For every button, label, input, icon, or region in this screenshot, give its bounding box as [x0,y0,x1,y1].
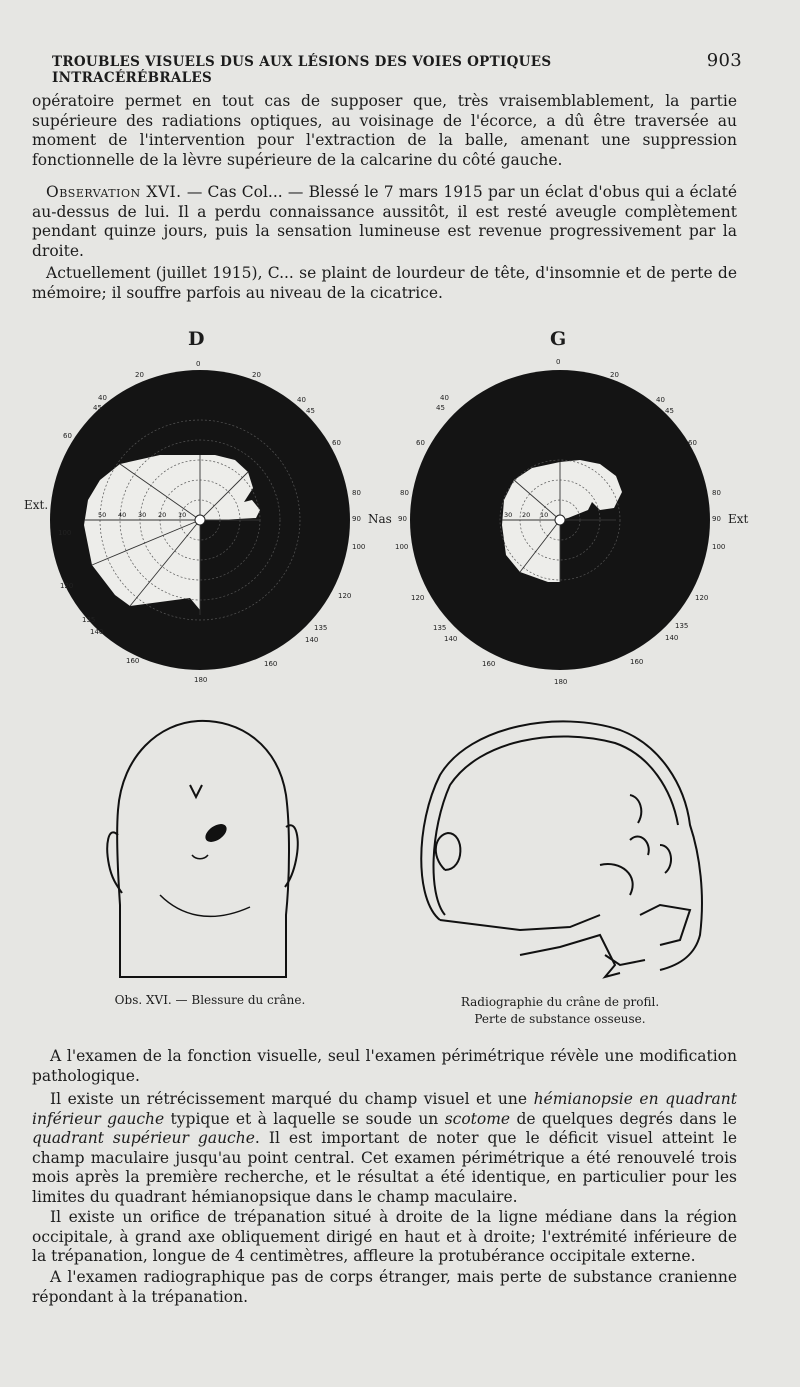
running-header [52,50,742,86]
svg-text:120: 120 [411,594,425,602]
svg-text:120: 120 [695,594,709,602]
caption-right-line-1: Radiographie du crâne de profil. [460,995,660,1009]
svg-text:90: 90 [352,515,361,523]
svg-text:40: 40 [656,396,665,404]
svg-text:80: 80 [400,489,409,497]
svg-text:140: 140 [444,635,458,643]
svg-text:100: 100 [352,543,366,551]
page-number: 903 [706,50,742,71]
field-g-inner-labels [504,511,548,519]
svg-text:160: 160 [630,658,644,666]
svg-text:40: 40 [118,511,127,519]
svg-text:120: 120 [60,582,74,590]
label-ext-left: Ext. [24,498,49,512]
emphasis-quadrant: quadrant supérieur gauche [32,1129,255,1147]
svg-text:60: 60 [416,439,425,447]
svg-text:160: 160 [482,660,496,668]
svg-text:135: 135 [82,616,96,624]
paragraph-7: A l'examen radiographique pas de corps étranger, mais perte de substance cranienne répondant à la trépanation. [32,1268,737,1306]
visual-field-g [410,370,710,670]
paragraph-5: Il existe un rétrécissement marqué du champ visuel et une hémianopsie en quadrant inférieur gauche typique et à laquelle se soude un scotome de quelques degrés dans le quadrant supérieur gauche. Il est important de noter que le déficit visuel atteint le champ maculaire jusqu'au point central. Cet examen périmétrique a été renouvelé trois mois après la première recherche, et le résultat a été identique, en particulier pour les limites du quadrant hémianopsique dans le champ maculaire. [32,1090,738,1206]
observation-text: — Cas Col... — Blessé le 7 mars 1915 par un éclat d'obus qui a éclaté au-dessus de lui. Il a perdu connaissance aussitôt, il est resté aveugle complètement pendant quinze jours, puis la sensation lumineuse est revenue progressivement par la droite. [32,183,737,260]
svg-text:60: 60 [332,439,341,447]
svg-text:100: 100 [58,529,72,537]
emphasis-scotome: scotome [444,1109,511,1128]
svg-text:120: 120 [338,592,352,600]
wound-mark [202,820,230,845]
label-nas: Nas [368,512,392,526]
svg-text:60: 60 [688,439,697,447]
svg-text:40: 40 [440,394,449,402]
svg-text:180: 180 [194,676,208,684]
paragraph-1: opératoire permet en tout cas de supposer que, très vraisemblablement, la partie supérieure des radiations optiques, au voisinage de l'écorce, a dû être traversée au moment de l'intervention pour l'extraction de la balle, amenant une suppression fonctionnelle de la lèvre supérieure de la calcarine du côté gauche. [32,92,737,169]
field-label-d: D [188,328,205,350]
caption-left: Obs. XVI. — Blessure du crâne. [114,993,306,1007]
svg-text:140: 140 [665,634,679,642]
svg-text:30: 30 [138,511,147,519]
svg-text:60: 60 [63,432,72,440]
svg-text:135: 135 [314,624,328,632]
svg-text:135: 135 [675,622,689,630]
svg-text:45: 45 [436,404,445,412]
paragraph-3: Actuellement (juillet 1915), C... se plaint de lourdeur de tête, d'insomnie et de perte de mémoire; il souffre parfois au niveau de la cicatrice. [32,264,737,302]
svg-text:20: 20 [158,511,167,519]
svg-text:30: 30 [504,511,513,519]
svg-text:100: 100 [712,543,726,551]
svg-text:0: 0 [556,358,561,366]
paragraph-2 [32,183,737,261]
svg-text:10: 10 [540,511,549,519]
svg-text:45: 45 [93,404,102,412]
svg-text:90: 90 [712,515,721,523]
svg-text:140: 140 [90,628,104,636]
svg-text:0: 0 [196,360,201,368]
svg-text:80: 80 [712,489,721,497]
observation-lead: Observation XVI. [46,183,182,201]
field-label-g: G [550,328,567,350]
svg-text:80: 80 [352,489,361,497]
svg-text:160: 160 [264,660,278,668]
svg-text:40: 40 [98,394,107,402]
paragraph-4: A l'examen de la fonction visuelle, seul l'examen périmétrique révèle une modification pathologique. [32,1047,737,1085]
caption-right-line-2: Perte de substance osseuse. [474,1012,646,1026]
svg-text:140: 140 [305,636,319,644]
svg-text:40: 40 [297,396,306,404]
svg-text:20: 20 [252,371,261,379]
emphasis-hemianopsie: hémianopsie en quadrant inférieur gauche [32,1090,738,1128]
skull-profile-view [421,721,702,977]
svg-text:45: 45 [665,407,674,415]
caption-right [430,994,690,1028]
svg-text:160: 160 [126,657,140,665]
head-back-view [107,721,297,977]
svg-text:135: 135 [433,624,447,632]
skull-drawings [100,715,720,990]
svg-text:10: 10 [178,511,187,519]
visual-field-d [50,370,350,670]
svg-text:90: 90 [398,515,407,523]
paragraph-6: Il existe un orifice de trépanation situé à droite de la ligne médiane dans la région occipitale, à grand axe obliquement dirigé en haut et à droite; l'extrémité inférieure de la trépanation, longue de 4 centimètres, affleure la protubérance occipitale externe. [32,1208,737,1265]
svg-text:20: 20 [135,371,144,379]
label-ext-right: Ext [728,512,749,526]
visual-field-charts [20,350,780,690]
svg-text:50: 50 [98,511,107,519]
svg-text:100: 100 [395,543,409,551]
svg-text:180: 180 [554,678,568,686]
svg-text:45: 45 [306,407,315,415]
svg-text:20: 20 [522,511,531,519]
svg-text:20: 20 [610,371,619,379]
running-title: TROUBLES VISUELS DUS AUX LÉSIONS DES VOIES OPTIQUES INTRACÉRÉBRALES [52,54,552,86]
